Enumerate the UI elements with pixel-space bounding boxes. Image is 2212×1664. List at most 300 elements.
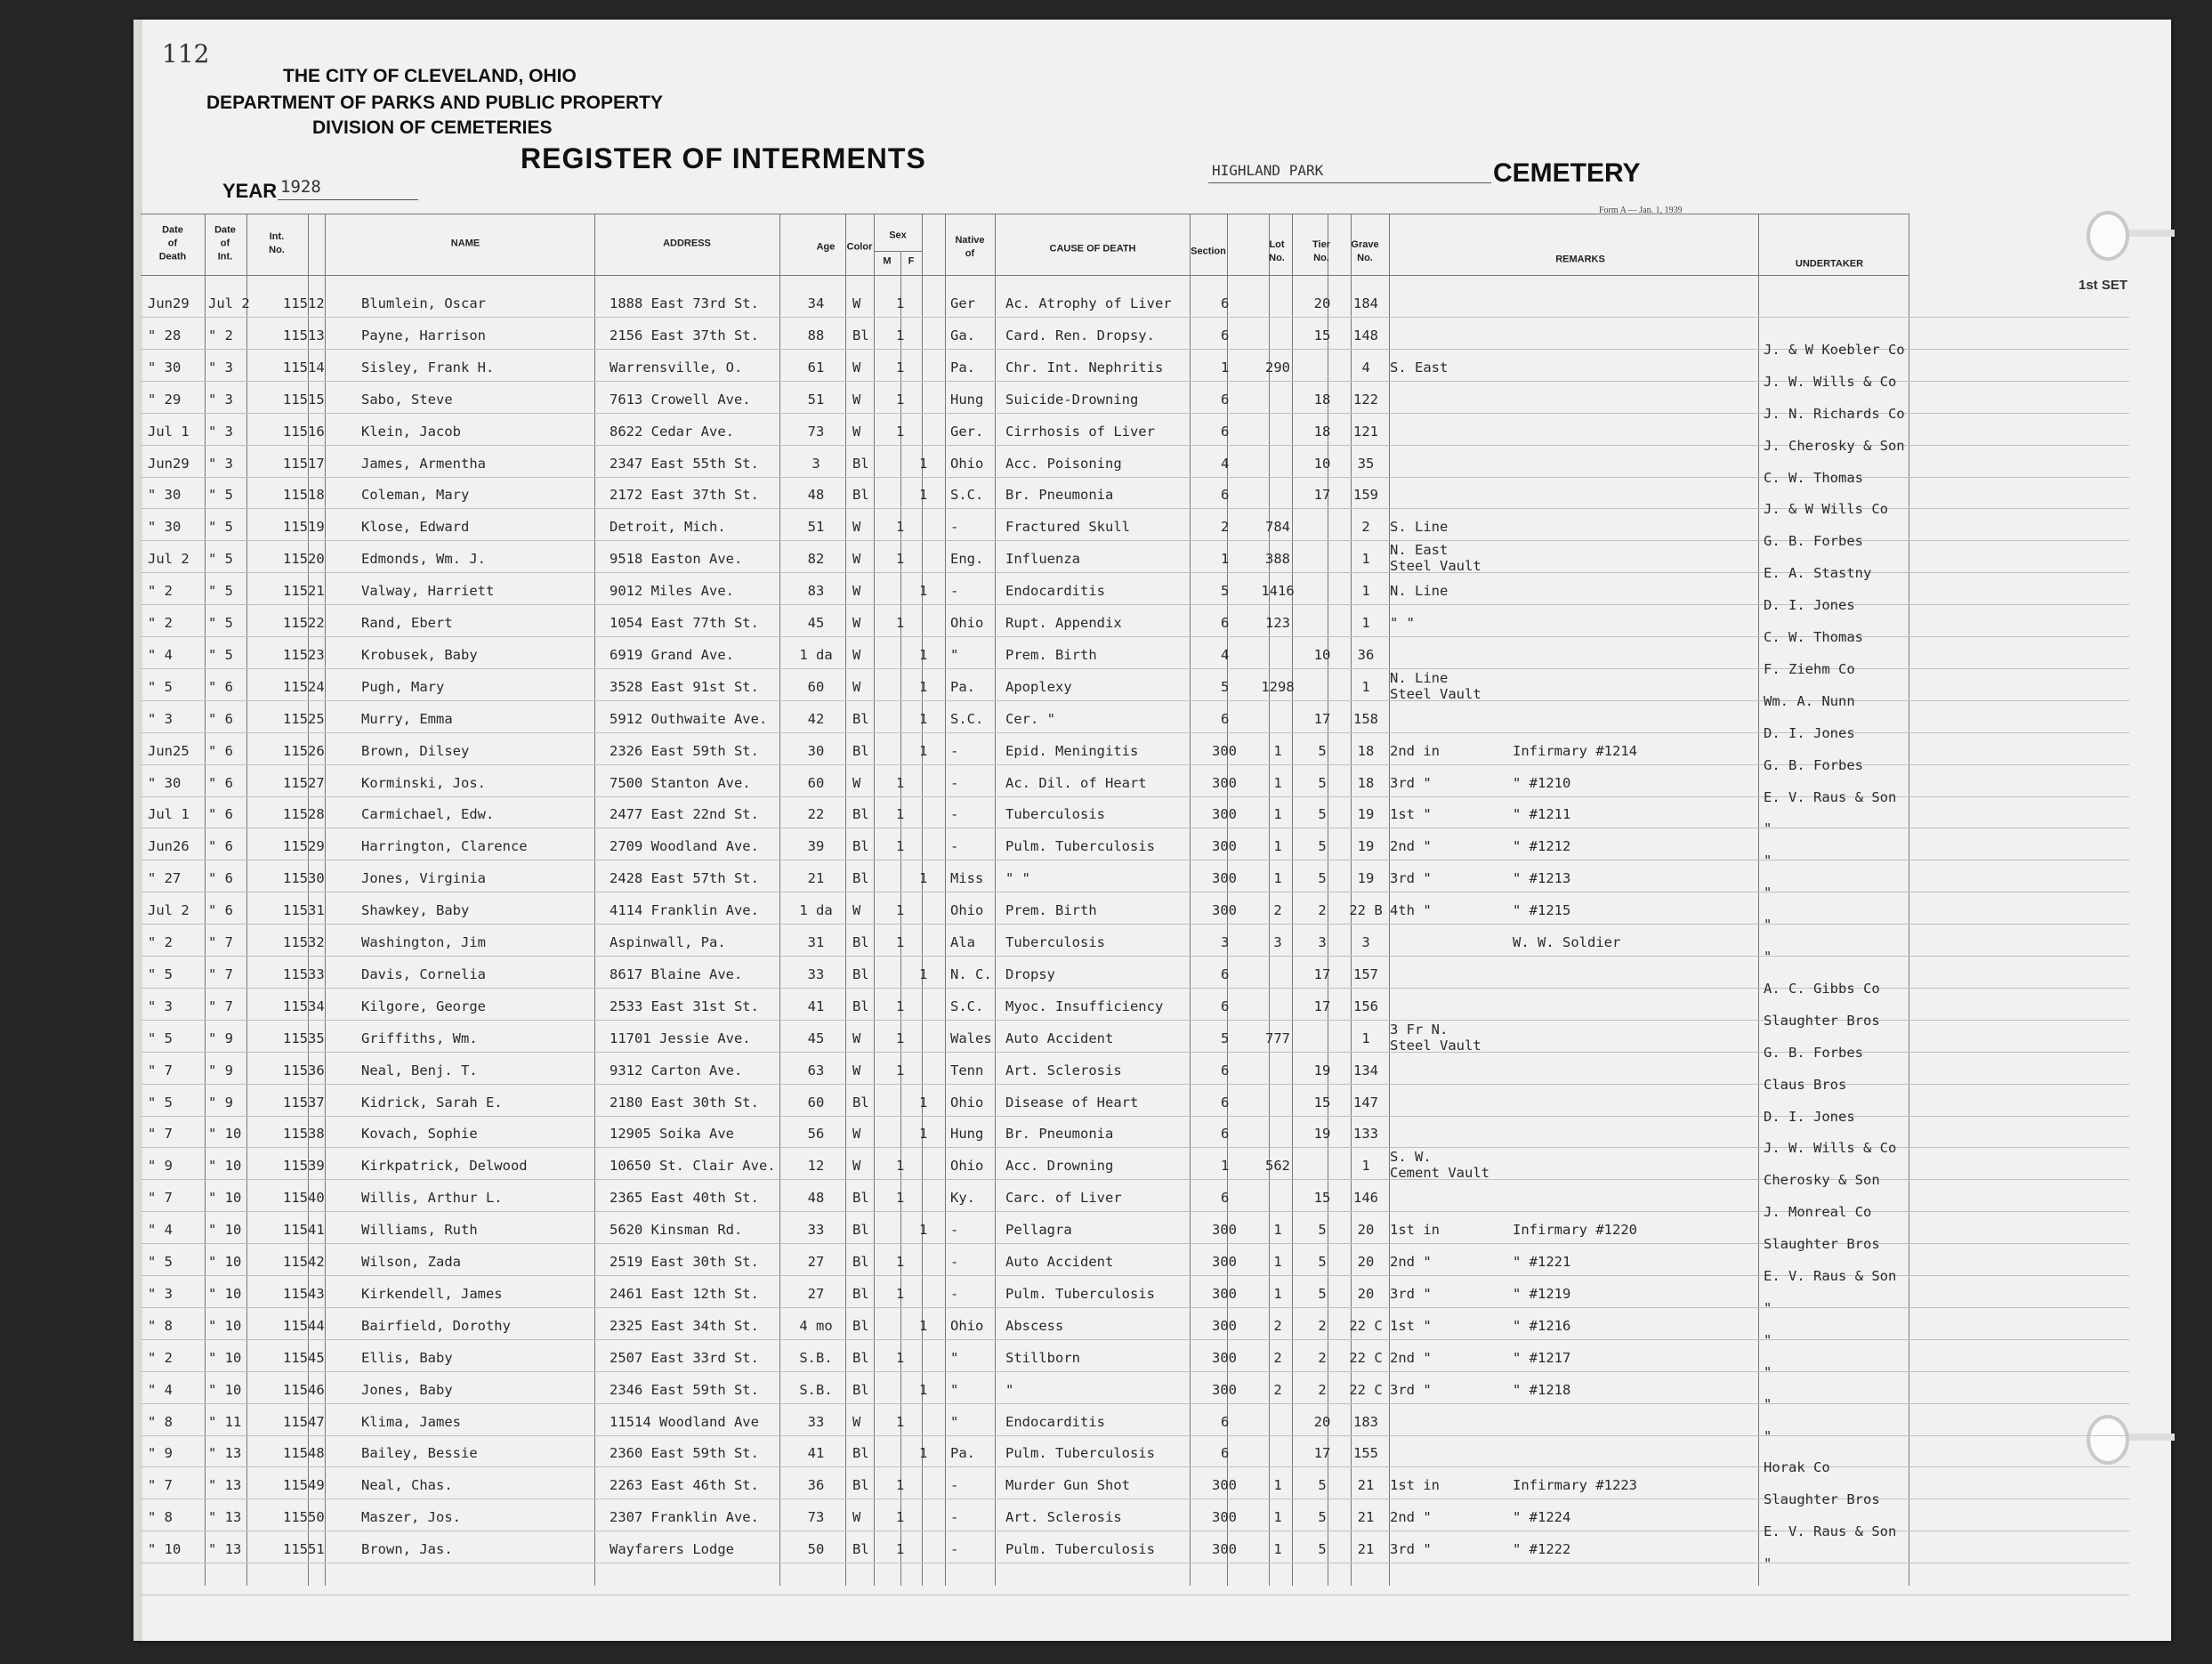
cell-cause-of-death: Endocarditis [1005,583,1105,599]
cell-cause-of-death: Abscess [1005,1318,1064,1334]
cell-color: Bl [852,1222,869,1238]
cell-name: Wilson, Zada [361,1254,461,1270]
cell-date-of-death: " 2 [148,1350,173,1366]
cell-int-no: 11541 [283,1222,325,1238]
cell-sex-m: 1 [896,551,905,567]
cell-native-of: Ohio [950,456,984,472]
cell-name: Harrington, Clarence [361,838,528,854]
cell-tier-no: 2 [1318,1318,1327,1334]
cell-sex-m: 1 [896,1350,905,1366]
cell-remarks-location: S. East [1390,359,1449,376]
cell-date-of-int: " 13 [208,1541,242,1557]
cell-tier-no: 15 [1313,327,1331,343]
cell-tier-no: 2 [1318,902,1327,918]
cell-section: 6 [1221,1445,1230,1461]
cell-name: Washington, Jim [361,934,486,950]
binder-ring-icon [2087,1415,2129,1465]
cell-cause-of-death: Suicide-Drowning [1005,392,1139,408]
cell-native-of: - [950,1222,959,1238]
cell-tier-no: 5 [1318,1254,1327,1270]
cell-tier-no: 3 [1318,934,1327,950]
cell-native-of: - [950,1509,959,1525]
cell-tier-no: 17 [1313,998,1331,1014]
cell-undertaker: J. Cherosky & Son [1764,438,1905,454]
cell-int-no: 11518 [283,487,325,503]
cell-date-of-death: Jun25 [148,743,190,759]
cell-remarks-location: S. Line [1390,519,1449,535]
cell-cause-of-death: Prem. Birth [1005,902,1097,918]
cell-date-of-death: " 8 [148,1509,173,1525]
cell-remarks-location: N. East Steel Vault [1390,542,1481,574]
cell-date-of-int: " 6 [208,711,233,727]
cell-lot-no: 777 [1265,1030,1290,1046]
cell-date-of-death: " 3 [148,1286,173,1302]
cell-undertaker: D. I. Jones [1764,597,1855,613]
cell-native-of: Hung [950,392,984,408]
cell-date-of-int: " 6 [208,806,233,822]
cell-int-no: 11542 [283,1254,325,1270]
cell-cause-of-death: Fractured Skull [1005,519,1130,535]
cell-date-of-int: " 9 [208,1062,233,1078]
cell-undertaker: C. W. Thomas [1764,470,1863,486]
cell-undertaker: Horak Co [1764,1459,1830,1475]
cell-grave-no: 2 [1361,519,1370,535]
page-number: 112 [162,39,210,69]
set-note: 1st SET [2079,278,2128,293]
cell-color: W [852,1509,861,1525]
cell-address: 12905 Soika Ave [610,1126,734,1142]
cell-name: Bailey, Bessie [361,1445,478,1461]
cell-native-of: - [950,1254,959,1270]
cell-undertaker: J. W. Wills & Co [1764,374,1897,390]
cell-cause-of-death: Acc. Drowning [1005,1158,1114,1174]
cell-name: Kidrick, Sarah E. [361,1095,503,1111]
cell-undertaker: " [1764,885,1772,901]
cell-grave-no: 19 [1357,870,1375,886]
cell-age: 12 [807,1158,825,1174]
cell-name: Klima, James [361,1414,461,1430]
ledger-line [141,892,2129,893]
cell-color: Bl [852,998,869,1014]
cell-date-of-int: " 2 [208,327,233,343]
cell-sex-m: 1 [896,1414,905,1430]
cell-tier-no: 15 [1313,1190,1331,1206]
cell-name: Williams, Ruth [361,1222,478,1238]
cell-age: 60 [807,679,825,695]
column-header-native-of: Native of [955,235,985,259]
cell-undertaker: J. & W Koebler Co [1764,342,1905,358]
cell-date-of-death: " 27 [148,870,182,886]
cell-lot-no: 1 [1273,838,1282,854]
cell-color: Bl [852,1541,869,1557]
cemetery-name: HIGHLAND PARK [1212,162,1324,179]
cell-grave-no: 158 [1353,711,1378,727]
column-header-age: Age [816,241,836,253]
cell-native-of: " [950,1414,959,1430]
cell-lot-no: 3 [1273,934,1282,950]
cell-section: 5 [1221,1030,1230,1046]
cell-date-of-int: " 5 [208,519,233,535]
cell-tier-no: 5 [1318,870,1327,886]
cell-section: 300 [1212,1254,1237,1270]
cell-cause-of-death: Apoplexy [1005,679,1072,695]
cell-grave-no: 1 [1361,551,1370,567]
cell-native-of: - [950,743,959,759]
cell-name: Edmonds, Wm. J. [361,551,486,567]
cell-native-of: Ger. [950,424,984,440]
cell-name: Murry, Emma [361,711,453,727]
cell-native-of: Ohio [950,615,984,631]
cell-int-no: 11528 [283,806,325,822]
cell-native-of: Ala [950,934,975,950]
cell-native-of: - [950,1541,959,1557]
cell-sex-f: 1 [919,679,928,695]
cell-section: 300 [1212,1318,1237,1334]
cell-native-of: - [950,1286,959,1302]
cell-section: 300 [1212,870,1237,886]
cell-lot-no: 1416 [1261,583,1295,599]
cell-address: 2172 East 37th St. [610,487,759,503]
cell-cause-of-death: Prem. Birth [1005,647,1097,663]
cell-undertaker: D. I. Jones [1764,725,1855,741]
cell-sex-m: 1 [896,327,905,343]
cell-date-of-int: " 3 [208,392,233,408]
cell-age: 27 [807,1254,825,1270]
cell-address: 2347 East 55th St. [610,456,759,472]
cell-color: Bl [852,487,869,503]
cell-date-of-death: " 30 [148,775,182,791]
cell-age: 56 [807,1126,825,1142]
cell-int-no: 11522 [283,615,325,631]
cell-date-of-death: " 2 [148,583,173,599]
cell-native-of: - [950,838,959,854]
cell-address: 2533 East 31st St. [610,998,759,1014]
cell-date-of-int: " 7 [208,998,233,1014]
cell-name: Davis, Cornelia [361,966,486,982]
cell-sex-m: 1 [896,838,905,854]
cell-age: 33 [807,1414,825,1430]
cell-lot-no: 1 [1273,1254,1282,1270]
cell-address: 2263 East 46th St. [610,1477,759,1493]
cell-grave-no: 20 [1357,1222,1375,1238]
cell-tier-no: 20 [1313,1414,1331,1430]
cell-color: W [852,519,861,535]
cell-date-of-death: Jun26 [148,838,190,854]
cell-int-no: 11547 [283,1414,325,1430]
cell-date-of-death: " 4 [148,647,173,663]
cell-remarks-location: 2nd " [1390,1254,1432,1270]
cell-address: 2461 East 12th St. [610,1286,759,1302]
cell-int-no: 11539 [283,1158,325,1174]
cell-grave-no: 20 [1357,1254,1375,1270]
cell-native-of: - [950,519,959,535]
cell-remarks-note: " #1215 [1513,902,1571,918]
cell-date-of-death: " 2 [148,934,173,950]
cell-address: 1888 East 73rd St. [610,295,759,311]
cell-undertaker: E. A. Stastny [1764,565,1872,581]
cell-section: 300 [1212,1509,1237,1525]
cell-age: 61 [807,359,825,376]
cell-date-of-death: " 7 [148,1062,173,1078]
cell-section: 6 [1221,1062,1230,1078]
cell-color: Bl [852,1318,869,1334]
cell-date-of-death: " 5 [148,679,173,695]
cell-sex-m: 1 [896,1477,905,1493]
cell-date-of-int: " 10 [208,1286,242,1302]
cell-date-of-int: " 6 [208,870,233,886]
page-binding-edge [133,20,142,1641]
cell-undertaker: E. V. Raus & Son [1764,1523,1897,1539]
cell-grave-no: 21 [1357,1477,1375,1493]
cell-tier-no: 5 [1318,775,1327,791]
cell-grave-no: 1 [1361,1030,1370,1046]
cell-remarks-location: " " [1390,615,1415,631]
ledger-line [141,1371,2129,1372]
cell-age: 1 da [799,647,833,663]
cell-remarks-note: W. W. Soldier [1513,934,1621,950]
cell-address: 2180 East 30th St. [610,1095,759,1111]
cell-name: Pugh, Mary [361,679,445,695]
cell-color: Bl [852,1445,869,1461]
cell-lot-no: 1 [1273,870,1282,886]
cell-date-of-death: " 8 [148,1414,173,1430]
cell-address: 2428 East 57th St. [610,870,759,886]
cell-lot-no: 1298 [1261,679,1295,695]
cell-date-of-death: " 9 [148,1445,173,1461]
cell-undertaker: " [1764,820,1772,836]
cell-address: 2709 Woodland Ave. [610,838,759,854]
cell-name: Jones, Virginia [361,870,486,886]
cell-color: Bl [852,870,869,886]
cell-cause-of-death: Pulm. Tuberculosis [1005,838,1155,854]
cell-remarks-note: Infirmary #1220 [1513,1222,1637,1238]
cell-sex-m: 1 [896,424,905,440]
column-rule [874,214,875,1586]
column-header-int-no: Int. No. [269,231,285,255]
cell-remarks-location: N. Line Steel Vault [1390,670,1481,702]
cell-tier-no: 5 [1318,743,1327,759]
cell-age: 50 [807,1541,825,1557]
cell-lot-no: 1 [1273,743,1282,759]
cell-sex-f: 1 [919,966,928,982]
cell-undertaker: " [1764,852,1772,868]
cell-native-of: Pa. [950,679,975,695]
cell-grave-no: 159 [1353,487,1378,503]
cell-int-no: 11531 [283,902,325,918]
cell-date-of-death: " 7 [148,1190,173,1206]
cell-date-of-int: " 7 [208,966,233,982]
cell-tier-no: 2 [1318,1382,1327,1398]
cell-int-no: 11549 [283,1477,325,1493]
cell-int-no: 11517 [283,456,325,472]
cell-native-of: Ky. [950,1190,975,1206]
cell-name: Klose, Edward [361,519,470,535]
cell-sex-m: 1 [896,392,905,408]
cell-native-of: Ohio [950,902,984,918]
cell-age: 83 [807,583,825,599]
cell-int-no: 11525 [283,711,325,727]
cell-address: 2360 East 59th St. [610,1445,759,1461]
cell-grave-no: 122 [1353,392,1378,408]
cell-cause-of-death: Ac. Dil. of Heart [1005,775,1147,791]
cell-sex-m: 1 [896,615,905,631]
cell-int-no: 11532 [283,934,325,950]
cell-native-of: Eng. [950,551,984,567]
cell-address: 2519 East 30th St. [610,1254,759,1270]
cell-tier-no: 10 [1313,647,1331,663]
cell-undertaker: C. W. Thomas [1764,629,1863,645]
cell-sex-f: 1 [919,487,928,503]
cell-native-of: Wales [950,1030,992,1046]
cell-date-of-death: Jun29 [148,456,190,472]
cell-date-of-int: " 10 [208,1126,242,1142]
cell-address: 6919 Grand Ave. [610,647,734,663]
cell-int-no: 11550 [283,1509,325,1525]
cell-int-no: 11516 [283,424,325,440]
cell-date-of-int: " 10 [208,1350,242,1366]
cell-section: 300 [1212,1286,1237,1302]
cell-undertaker: " [1764,917,1772,933]
cell-date-of-death: " 9 [148,1158,173,1174]
cell-date-of-death: " 30 [148,359,182,376]
cell-cause-of-death: " " [1005,870,1030,886]
cell-undertaker: G. B. Forbes [1764,757,1863,773]
cell-cause-of-death: Chr. Int. Nephritis [1005,359,1164,376]
cell-address: Wayfarers Lodge [610,1541,734,1557]
cell-lot-no: 1 [1273,1222,1282,1238]
column-header-lot-no: Lot No. [1269,239,1285,263]
cell-native-of: S.C. [950,998,984,1014]
cell-undertaker: " [1764,949,1772,965]
cell-color: W [852,583,861,599]
cell-color: W [852,295,861,311]
cell-cause-of-death: Disease of Heart [1005,1095,1139,1111]
cell-color: Bl [852,1350,869,1366]
ledger-line [141,1403,2129,1404]
cell-remarks-location: 2nd " [1390,838,1432,854]
cell-date-of-death: " 4 [148,1222,173,1238]
cell-native-of: S.C. [950,711,984,727]
cell-address: 5620 Kinsman Rd. [610,1222,743,1238]
cell-age: 36 [807,1477,825,1493]
cell-address: 3528 East 91st St. [610,679,759,695]
cell-tier-no: 2 [1318,1350,1327,1366]
cell-remarks-location: 2nd in [1390,743,1440,759]
cell-sex-f: 1 [919,1318,928,1334]
cell-name: Krobusek, Baby [361,647,478,663]
cell-color: W [852,424,861,440]
cell-sex-m: 1 [896,1158,905,1174]
cell-grave-no: 21 [1357,1509,1375,1525]
cell-section: 300 [1212,806,1237,822]
cell-remarks-location: 3rd " [1390,775,1432,791]
cell-color: W [852,1062,861,1078]
cell-age: 30 [807,743,825,759]
cell-section: 300 [1212,1541,1237,1557]
cell-cause-of-death: Endocarditis [1005,1414,1105,1430]
cell-date-of-int: " 3 [208,359,233,376]
cell-age: 45 [807,1030,825,1046]
cell-sex-m: 1 [896,1062,905,1078]
cell-int-no: 11520 [283,551,325,567]
cell-color: Bl [852,327,869,343]
cell-grave-no: 1 [1361,1158,1370,1174]
cell-date-of-int: " 9 [208,1095,233,1111]
cell-date-of-death: " 28 [148,327,182,343]
cell-int-no: 11529 [283,838,325,854]
cell-color: W [852,1414,861,1430]
cell-undertaker: Cherosky & Son [1764,1172,1880,1188]
cell-native-of: - [950,806,959,822]
cell-name: Carmichael, Edw. [361,806,495,822]
cell-tier-no: 10 [1313,456,1331,472]
column-header-color: Color [846,241,873,253]
ledger-line [141,924,2129,925]
cell-date-of-death: " 7 [148,1126,173,1142]
cell-int-no: 11526 [283,743,325,759]
cell-age: S.B. [799,1350,833,1366]
cell-int-no: 11546 [283,1382,325,1398]
column-rule [1269,214,1270,1586]
cell-date-of-int: " 5 [208,647,233,663]
cell-date-of-int: " 6 [208,902,233,918]
cell-remarks-location: S. W. Cement Vault [1390,1149,1489,1181]
ledger-line [141,956,2129,957]
cell-date-of-death: " 5 [148,1030,173,1046]
cell-age: 88 [807,327,825,343]
cell-name: Griffiths, Wm. [361,1030,478,1046]
cell-age: 3 [811,456,820,472]
cell-remarks-location: 2nd " [1390,1350,1432,1366]
column-rule [845,214,846,1586]
cell-remarks-note: " #1211 [1513,806,1571,822]
ledger-line [141,1435,2129,1436]
cell-age: 4 mo [799,1318,833,1334]
cell-remarks-location: 3 Fr N. Steel Vault [1390,1022,1481,1054]
cell-age: 27 [807,1286,825,1302]
cell-remarks-note: " #1221 [1513,1254,1571,1270]
cell-color: W [852,1126,861,1142]
cell-section: 300 [1212,775,1237,791]
cell-int-no: 11538 [283,1126,325,1142]
cell-name: Ellis, Baby [361,1350,453,1366]
cell-sex-m: 1 [896,1541,905,1557]
cell-undertaker: J. Monreal Co [1764,1204,1872,1220]
cell-age: 48 [807,487,825,503]
cell-undertaker: F. Ziehm Co [1764,661,1855,677]
cell-native-of: N. C. [950,966,992,982]
cell-color: W [852,359,861,376]
cell-grave-no: 20 [1357,1286,1375,1302]
cell-int-no: 11551 [283,1541,325,1557]
cell-age: 63 [807,1062,825,1078]
cell-section: 6 [1221,1126,1230,1142]
cell-name: Kilgore, George [361,998,486,1014]
cell-grave-no: 22 C [1349,1318,1383,1334]
cell-address: 11514 Woodland Ave [610,1414,759,1430]
cell-name: Shawkey, Baby [361,902,470,918]
column-rule [246,214,247,1586]
cell-date-of-int: " 11 [208,1414,242,1430]
cell-address: 2346 East 59th St. [610,1382,759,1398]
cell-date-of-death: " 3 [148,998,173,1014]
cell-date-of-int: " 5 [208,551,233,567]
cell-color: W [852,775,861,791]
cell-address: 2325 East 34th St. [610,1318,759,1334]
cell-address: 7613 Crowell Ave. [610,392,751,408]
cell-date-of-int: " 13 [208,1509,242,1525]
cell-name: Brown, Dilsey [361,743,470,759]
